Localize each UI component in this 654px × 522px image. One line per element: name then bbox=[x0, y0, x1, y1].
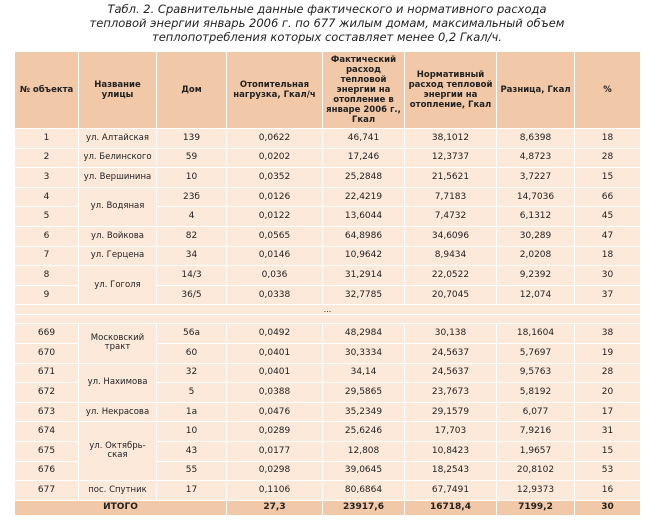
cell-actual: 25,2848 bbox=[323, 168, 405, 188]
cell-diff: 9,5763 bbox=[497, 363, 575, 383]
cell-normative: 24,5637 bbox=[405, 363, 497, 383]
cell-actual: 39,0645 bbox=[323, 461, 405, 481]
cell-street: ул. Октябрь-ская bbox=[79, 422, 157, 481]
cell-num: 677 bbox=[15, 481, 79, 501]
cell-load: 0,0476 bbox=[227, 402, 323, 422]
header-num: № объекта bbox=[15, 52, 79, 129]
cell-actual: 32,7785 bbox=[323, 285, 405, 305]
cell-house: 1а bbox=[157, 402, 227, 422]
cell-house: 59 bbox=[157, 148, 227, 168]
cell-house: 34 bbox=[157, 246, 227, 266]
cell-actual: 48,2984 bbox=[323, 324, 405, 344]
cell-diff: 30,289 bbox=[497, 226, 575, 246]
cell-load: 0,0401 bbox=[227, 343, 323, 363]
cell-load: 0,0146 bbox=[227, 246, 323, 266]
cell-load: 0,0401 bbox=[227, 363, 323, 383]
cell-normative: 12,3737 bbox=[405, 148, 497, 168]
ellipsis-row bbox=[15, 305, 641, 315]
cell-pct: 18 bbox=[575, 246, 641, 266]
cell-load: 0,1106 bbox=[227, 481, 323, 501]
cell-house: 43 bbox=[157, 441, 227, 461]
cell-house: 4 bbox=[157, 207, 227, 227]
cell-load: 0,0338 bbox=[227, 285, 323, 305]
cell-house: 55 bbox=[157, 461, 227, 481]
cell-street: ул. Алтайская bbox=[79, 129, 157, 149]
cell-actual: 12,808 bbox=[323, 441, 405, 461]
cell-pct: 19 bbox=[575, 343, 641, 363]
table-caption bbox=[0, 0, 654, 46]
cell-load: 0,0565 bbox=[227, 226, 323, 246]
cell-house: 82 bbox=[157, 226, 227, 246]
cell-actual: 64,8986 bbox=[323, 226, 405, 246]
cell-normative: 34,6096 bbox=[405, 226, 497, 246]
cell-street: ул. Водяная bbox=[79, 187, 157, 226]
cell-pct: 38 bbox=[575, 324, 641, 344]
cell-street: ул. Нахимова bbox=[79, 363, 157, 402]
cell-pct: 18 bbox=[575, 129, 641, 149]
cell-num: 670 bbox=[15, 343, 79, 363]
cell-diff: 4,8723 bbox=[497, 148, 575, 168]
cell-actual: 46,741 bbox=[323, 129, 405, 149]
cell-street: ул. Войкова bbox=[79, 226, 157, 246]
table-row bbox=[15, 266, 641, 286]
cell-street: ул. Гоголя bbox=[79, 266, 157, 305]
spacer-cell bbox=[15, 315, 641, 324]
cell-street: ул. Некрасова bbox=[79, 402, 157, 422]
cell-num: 3 bbox=[15, 168, 79, 188]
cell-house: 10 bbox=[157, 422, 227, 442]
cell-num: 674 bbox=[15, 422, 79, 442]
cell-normative: 38,1012 bbox=[405, 129, 497, 149]
cell-actual: 17,246 bbox=[323, 148, 405, 168]
cell-pct: 66 bbox=[575, 187, 641, 207]
cell-pct: 45 bbox=[575, 207, 641, 227]
cell-load: 0,0202 bbox=[227, 148, 323, 168]
table-row bbox=[15, 148, 641, 168]
cell-load: 0,0298 bbox=[227, 461, 323, 481]
cell-pct: 17 bbox=[575, 402, 641, 422]
cell-normative: 67,7491 bbox=[405, 481, 497, 501]
cell-pct: 16 bbox=[575, 481, 641, 501]
cell-house: 56а bbox=[157, 324, 227, 344]
cell-load: 0,0289 bbox=[227, 422, 323, 442]
total-actual: 23917,6 bbox=[323, 500, 405, 515]
table-row bbox=[15, 481, 641, 501]
cell-normative: 21,5621 bbox=[405, 168, 497, 188]
cell-diff: 20,8102 bbox=[497, 461, 575, 481]
cell-pct: 53 bbox=[575, 461, 641, 481]
cell-diff: 9,2392 bbox=[497, 266, 575, 286]
caption-line-1: Табл. 2. Сравнительные данные фактического и нормативного расхода bbox=[107, 2, 547, 16]
cell-diff: 8,6398 bbox=[497, 129, 575, 149]
cell-normative: 22,0522 bbox=[405, 266, 497, 286]
cell-normative: 20,7045 bbox=[405, 285, 497, 305]
cell-load: 0,0492 bbox=[227, 324, 323, 344]
cell-actual: 31,2914 bbox=[323, 266, 405, 286]
cell-actual: 29,5865 bbox=[323, 383, 405, 403]
total-pct: 30 bbox=[575, 500, 641, 515]
cell-pct: 15 bbox=[575, 168, 641, 188]
header-actual: Фактический расход тепловой энергии на отопление в январе 2006 г., Гкал bbox=[323, 52, 405, 129]
cell-diff: 6,077 bbox=[497, 402, 575, 422]
cell-num: 4 bbox=[15, 187, 79, 207]
table-row bbox=[15, 187, 641, 207]
table-row bbox=[15, 129, 641, 149]
cell-diff: 12,074 bbox=[497, 285, 575, 305]
header-street: Название улицы bbox=[79, 52, 157, 129]
cell-normative: 10,8423 bbox=[405, 441, 497, 461]
cell-diff: 14,7036 bbox=[497, 187, 575, 207]
header-house: Дом bbox=[157, 52, 227, 129]
cell-num: 669 bbox=[15, 324, 79, 344]
cell-diff: 1,9657 bbox=[497, 441, 575, 461]
cell-load: 0,0122 bbox=[227, 207, 323, 227]
cell-diff: 3,7227 bbox=[497, 168, 575, 188]
cell-actual: 34,14 bbox=[323, 363, 405, 383]
cell-num: 676 bbox=[15, 461, 79, 481]
cell-pct: 28 bbox=[575, 363, 641, 383]
cell-pct: 31 bbox=[575, 422, 641, 442]
caption-line-3: теплопотребления которых составляет менее 0,2 Гкал/ч. bbox=[152, 30, 502, 44]
total-diff: 7199,2 bbox=[497, 500, 575, 515]
cell-diff: 2,0208 bbox=[497, 246, 575, 266]
cell-actual: 35,2349 bbox=[323, 402, 405, 422]
cell-num: 6 bbox=[15, 226, 79, 246]
header-pct: % bbox=[575, 52, 641, 129]
header-row bbox=[15, 52, 641, 129]
cell-street: ул. Вершинина bbox=[79, 168, 157, 188]
cell-actual: 25,6246 bbox=[323, 422, 405, 442]
cell-diff: 7,9216 bbox=[497, 422, 575, 442]
cell-street: ул. Герцена bbox=[79, 246, 157, 266]
cell-load: 0,0352 bbox=[227, 168, 323, 188]
cell-diff: 6,1312 bbox=[497, 207, 575, 227]
cell-actual: 13,6044 bbox=[323, 207, 405, 227]
cell-load: 0,036 bbox=[227, 266, 323, 286]
cell-num: 7 bbox=[15, 246, 79, 266]
header-normative: Нормативный расход тепловой энергии на отопление, Гкал bbox=[405, 52, 497, 129]
cell-normative: 30,138 bbox=[405, 324, 497, 344]
cell-house: 5 bbox=[157, 383, 227, 403]
cell-diff: 12,9373 bbox=[497, 481, 575, 501]
cell-house: 14/3 bbox=[157, 266, 227, 286]
cell-num: 5 bbox=[15, 207, 79, 227]
cell-num: 9 bbox=[15, 285, 79, 305]
cell-actual: 10,9642 bbox=[323, 246, 405, 266]
cell-normative: 24,5637 bbox=[405, 343, 497, 363]
cell-actual: 22,4219 bbox=[323, 187, 405, 207]
spacer-row bbox=[15, 315, 641, 324]
cell-num: 8 bbox=[15, 266, 79, 286]
cell-pct: 20 bbox=[575, 383, 641, 403]
total-load: 27,3 bbox=[227, 500, 323, 515]
table-row bbox=[15, 363, 641, 383]
cell-num: 672 bbox=[15, 383, 79, 403]
cell-actual: 80,6864 bbox=[323, 481, 405, 501]
table-row bbox=[15, 168, 641, 188]
header-diff: Разница, Гкал bbox=[497, 52, 575, 129]
header-load: Отопительная нагрузка, Гкал/ч bbox=[227, 52, 323, 129]
caption-line-2: тепловой энергии январь 2006 г. по 677 жилым домам, максимальный объем bbox=[89, 16, 565, 30]
cell-pct: 47 bbox=[575, 226, 641, 246]
heat-consumption-table bbox=[14, 51, 641, 516]
cell-house: 10 bbox=[157, 168, 227, 188]
cell-normative: 29,1579 bbox=[405, 402, 497, 422]
table-row bbox=[15, 246, 641, 266]
table-row bbox=[15, 226, 641, 246]
cell-house: 23б bbox=[157, 187, 227, 207]
cell-pct: 37 bbox=[575, 285, 641, 305]
cell-house: 32 bbox=[157, 363, 227, 383]
cell-load: 0,0126 bbox=[227, 187, 323, 207]
cell-street: пос. Спутник bbox=[79, 481, 157, 501]
cell-pct: 15 bbox=[575, 441, 641, 461]
cell-normative: 7,4732 bbox=[405, 207, 497, 227]
cell-load: 0,0177 bbox=[227, 441, 323, 461]
cell-load: 0,0622 bbox=[227, 129, 323, 149]
cell-street: ул. Белинского bbox=[79, 148, 157, 168]
cell-house: 139 bbox=[157, 129, 227, 149]
cell-diff: 5,8192 bbox=[497, 383, 575, 403]
cell-street: Московский тракт bbox=[79, 324, 157, 363]
cell-actual: 30,3334 bbox=[323, 343, 405, 363]
cell-normative: 7,7183 bbox=[405, 187, 497, 207]
cell-num: 2 bbox=[15, 148, 79, 168]
cell-normative: 18,2543 bbox=[405, 461, 497, 481]
cell-num: 1 bbox=[15, 129, 79, 149]
cell-normative: 23,7673 bbox=[405, 383, 497, 403]
cell-house: 17 bbox=[157, 481, 227, 501]
cell-pct: 30 bbox=[575, 266, 641, 286]
table-row bbox=[15, 422, 641, 442]
cell-normative: 8,9434 bbox=[405, 246, 497, 266]
table-row bbox=[15, 324, 641, 344]
table-row bbox=[15, 402, 641, 422]
cell-diff: 5,7697 bbox=[497, 343, 575, 363]
ellipsis-cell: ... bbox=[15, 305, 641, 315]
cell-diff: 18,1604 bbox=[497, 324, 575, 344]
cell-load: 0,0388 bbox=[227, 383, 323, 403]
total-normative: 16718,4 bbox=[405, 500, 497, 515]
total-label: ИТОГО bbox=[15, 500, 227, 515]
cell-house: 60 bbox=[157, 343, 227, 363]
cell-house: 36/5 bbox=[157, 285, 227, 305]
cell-num: 673 bbox=[15, 402, 79, 422]
cell-num: 671 bbox=[15, 363, 79, 383]
total-row bbox=[15, 500, 641, 515]
cell-num: 675 bbox=[15, 441, 79, 461]
cell-pct: 28 bbox=[575, 148, 641, 168]
cell-normative: 17,703 bbox=[405, 422, 497, 442]
